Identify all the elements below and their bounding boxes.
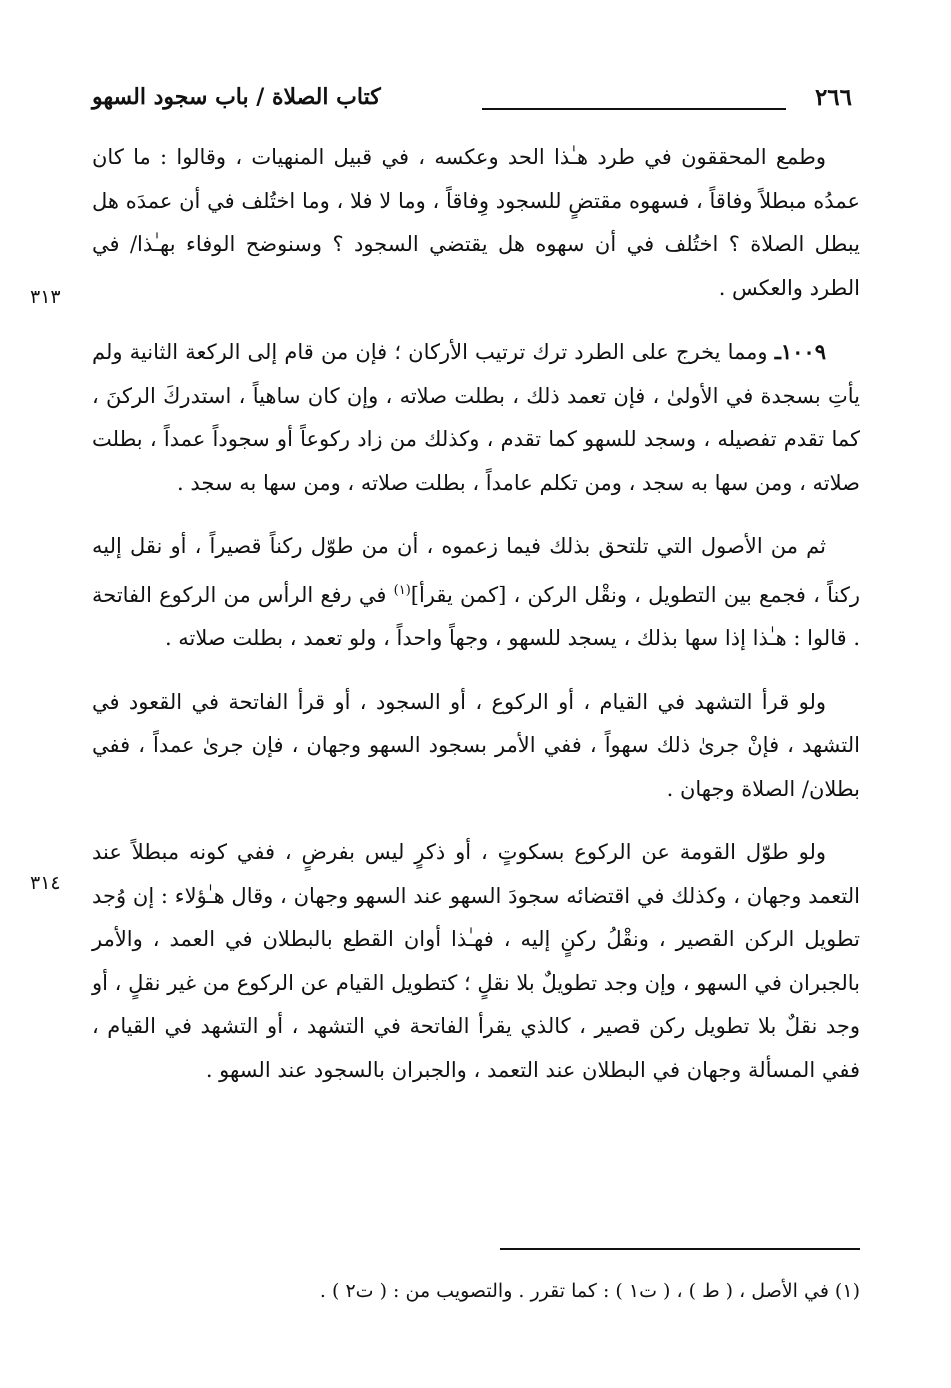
paragraph [92, 831, 860, 1092]
footnote-rule [500, 1248, 860, 1250]
paragraph-text: وطمع المحققون في طرد هـٰذا الحد وعكسه ، في قبيل المنهيات ، وقالوا : ما كان عمدُه مبطلاً وفاقاً ، فسهوه مقتضٍ للسجود وِفاقاً ، وما لا فلا ، وما اختُلف في أن عمدَه هل يبطل الصلاة ؟ اختُلف في أن سهوه هل يقتضي السجود ؟ وسنوضح الوفاء بهـٰذا/ في الطرد والعكس . [92, 145, 860, 300]
header-rule [482, 108, 786, 110]
paragraph-text: ومما يخرج على الطرد ترك ترتيب الأركان ؛ فإن من قام إلى الركعة الثانية ولم يأتِ بسجدة في الأولىٰ ، فإن تعمد ذلك ، بطلت صلاته ، وإن كان ساهياً ، استدركَ الركنَ ، كما تقدم تفصيله ، وسجد للسهو كما تقدم ، وكذلك من زاد ركوعاً أو سجوداً عمداً ، بطلت صلاته ، ومن سها به سجد ، ومن تكلم عامداً ، بطلت صلاته ، ومن سها به سجد . [92, 340, 860, 495]
section-number: ١٠٠٩ـ [774, 339, 826, 364]
paragraph-text: في رفع الرأس من الركوع الفاتحة . قالوا : هـٰذا إذا سها بذلك ، يسجد للسهو ، وجهاً واحداً ، ولو تعمد ، بطلت صلاته . [92, 582, 860, 650]
paragraph [92, 330, 860, 505]
margin-number: ٣١٣ [30, 286, 61, 308]
running-header [92, 78, 860, 124]
margin-number: ٣١٤ [30, 872, 61, 894]
main-text [92, 136, 860, 1092]
page-number: ٢٦٦ [814, 84, 852, 111]
paragraph [92, 525, 860, 661]
paragraph-text: ولو قرأ التشهد في القيام ، أو الركوع ، أو السجود ، أو قرأ الفاتحة في القعود في التشهد ، فإنْ جرىٰ ذلك سهواً ، ففي الأمر بسجود السهو وجهان ، فإن جرىٰ عمداً ، ففي بطلان/ الصلاة وجهان . [92, 689, 860, 801]
paragraph-text: ولو طوّل القومة عن الركوع بسكوتٍ ، أو ذكرٍ ليس بفرضٍ ، ففي كونه مبطلاً عند التعمد وجهان ، وكذلك في اقتضائه سجودَ السهو عند السهو وجهان ، وقال هـٰؤلاء : إن وُجد تطويل الركن القصير ، ونقْلُ ركنٍ إليه ، فهـٰذا أوان القطع بالبطلان في العمد ، والأمر بالجبران في السهو ، وإن وجد تطويلٌ بلا نقلٍ ؛ كتطويل القيام عن الركوع من غير نقلٍ ، أو وجد نقلٌ بلا تطويل ركن قصير ، كالذي يقرأ الفاتحة في التشهد ، أو التشهد في القيام ، ففي المسألة وجهان في البطلان عند التعمد ، والجبران بالسجود عند السهو . [92, 840, 860, 1082]
footnote: (١) في الأصل ، ( ط ) ، ( ت١ ) : كما تقرر . والتصويب من : ( ت٢ ) . [319, 1280, 860, 1302]
running-title: كتاب الصلاة / باب سجود السهو [92, 84, 381, 110]
paragraph [92, 136, 860, 310]
paragraph-text: ثم من الأصول التي تلتحق بذلك فيما زعموه ، أن من طوّل ركناً قصيراً ، أو نقل إليه ركناً ، فجمع بين التطويل ، ونقْل الركن ، [كمن يقرأ] [92, 534, 860, 607]
footnote-marker[interactable]: (١) [393, 582, 411, 598]
paragraph [92, 681, 860, 812]
